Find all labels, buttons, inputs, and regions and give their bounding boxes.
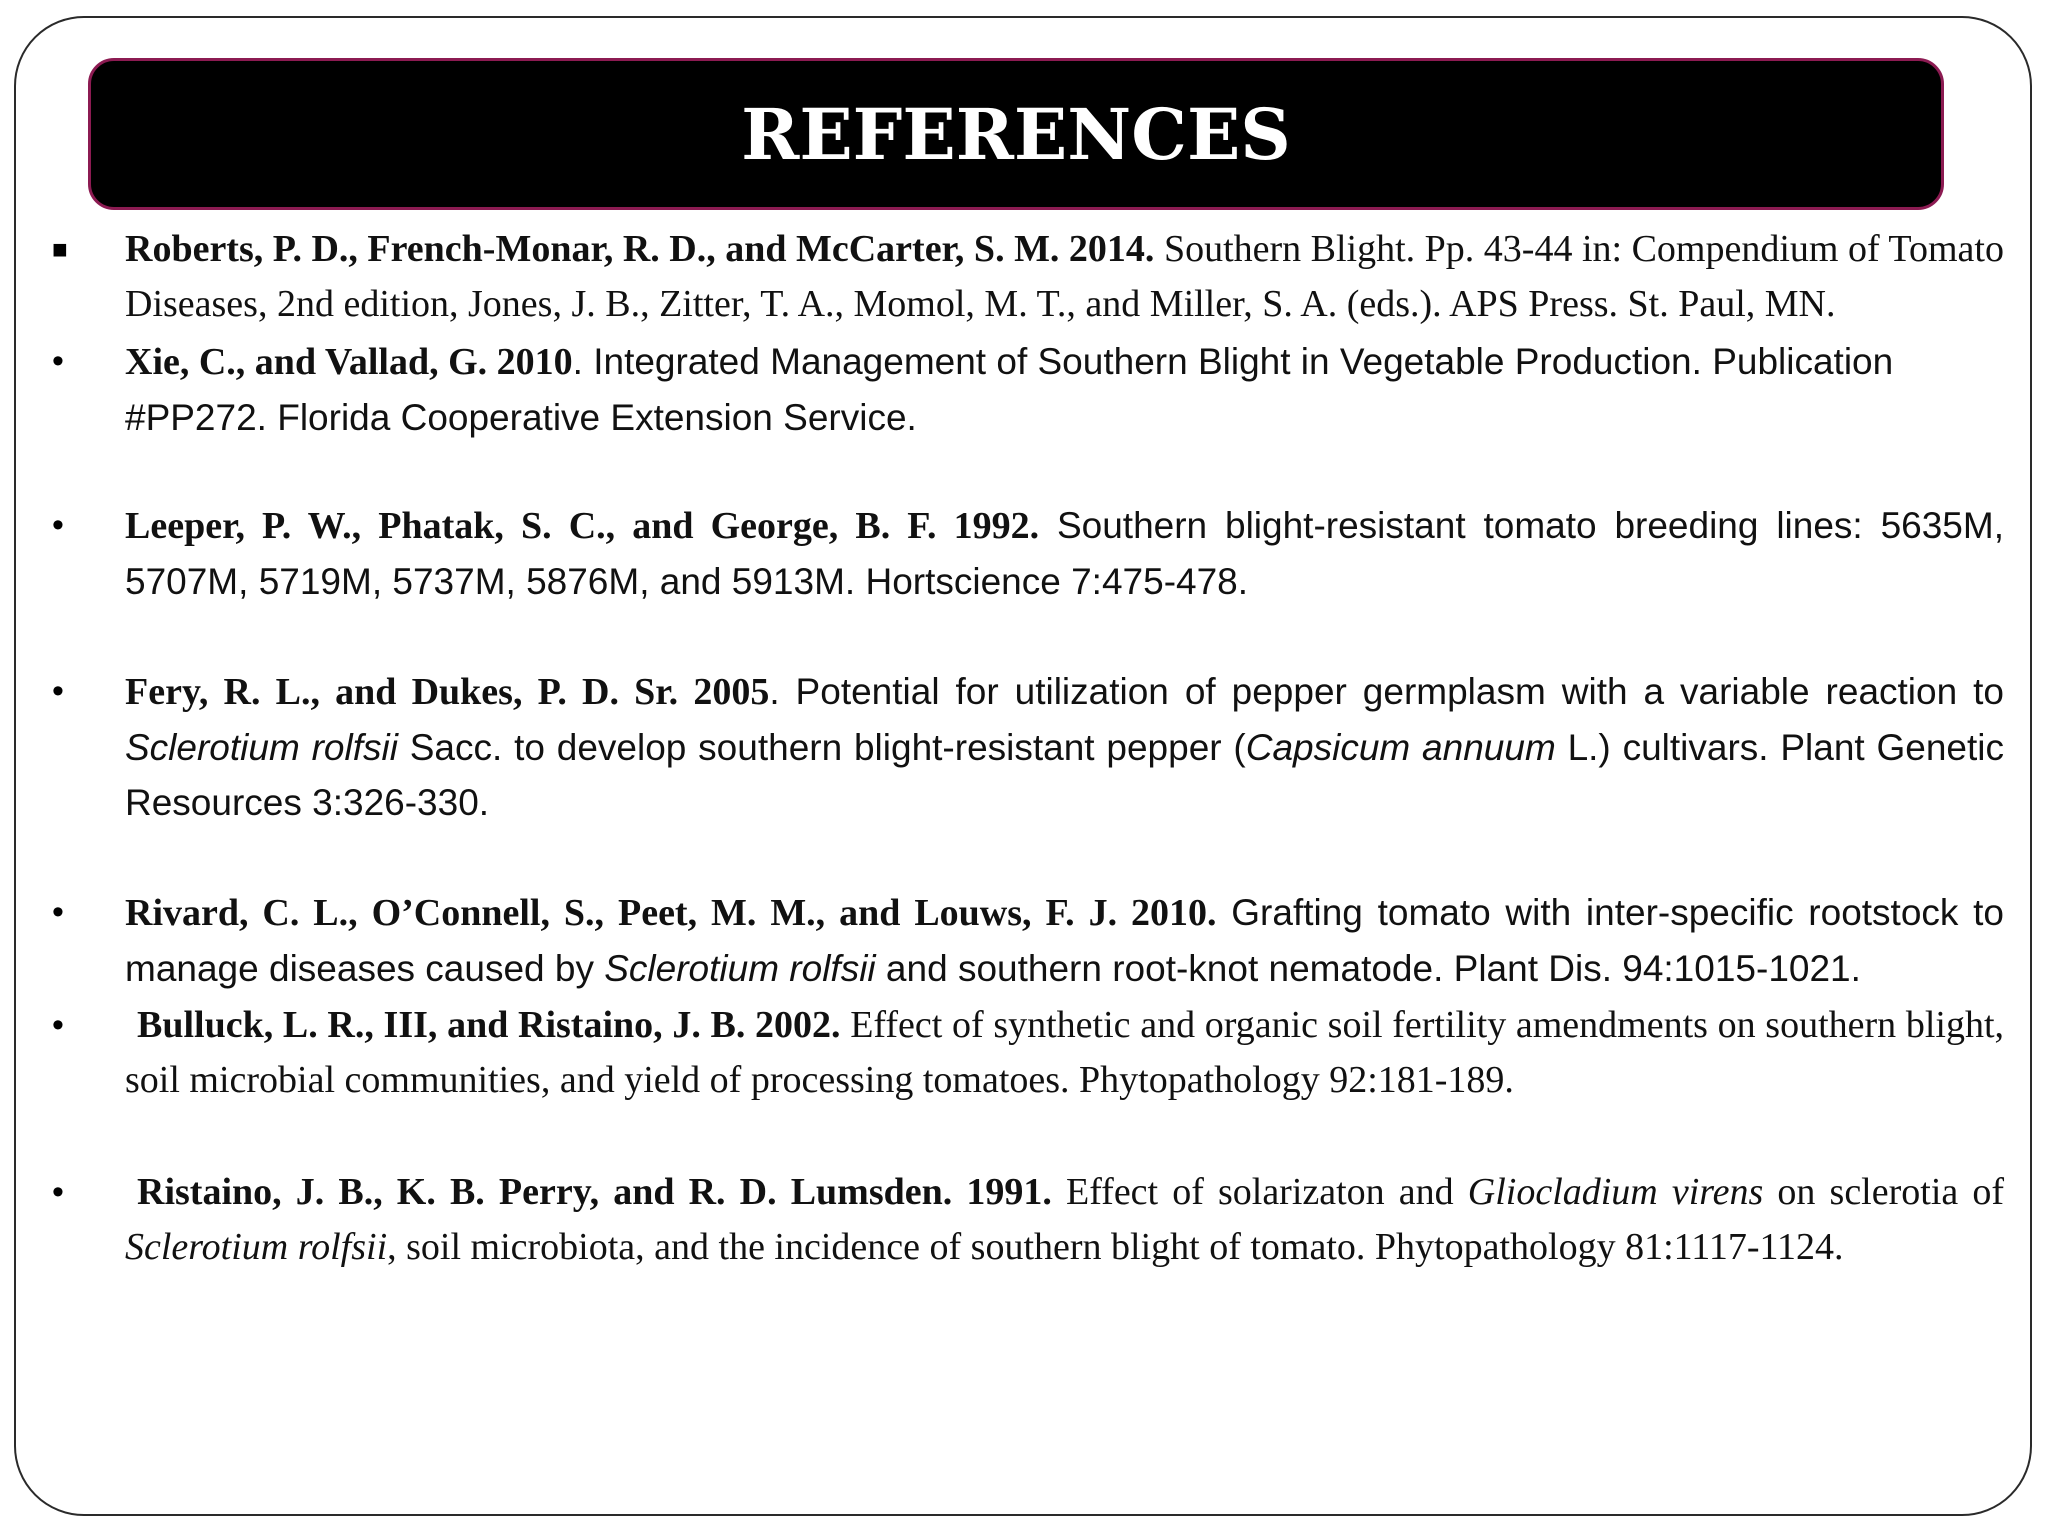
reference-item-xie-2010	[52, 334, 2004, 445]
page-title: REFERENCES	[741, 92, 1291, 176]
bullet-icon: •	[52, 672, 64, 710]
reference-authors: Leeper, P. W., Phatak, S. C., and George, B. F. 1992.	[125, 505, 1040, 547]
reference-item-rivard-2010	[52, 885, 2004, 996]
reference-body: L.) cultivars. Plant Genetic Resources 3:326-330.	[125, 727, 2005, 823]
bullet-icon: •	[52, 1006, 64, 1044]
reference-body: Southern Blight. Pp. 43-44 in: Compendium of Tomato Diseases, 2nd edition, Jones, J. B., Zitter, T. A., Momol, M. T., and Miller, S. A. (eds.). APS Press. St. Paul, MN.	[125, 228, 2004, 325]
reference-authors: Bulluck, L. R., III, and Ristaino, J. B. 2002.	[137, 1004, 841, 1046]
reference-authors: Rivard, C. L., O’Connell, S., Peet, M. M., and Louws, F. J. 2010.	[125, 892, 1217, 934]
reference-body: . Potential for utilization of pepper germplasm with a variable reaction to	[769, 671, 2004, 712]
bullet-icon: •	[52, 893, 64, 931]
species-name: Sclerotium rolfsii	[604, 948, 876, 989]
bullet-icon: •	[52, 1173, 64, 1211]
reference-authors: Fery, R. L., and Dukes, P. D. Sr. 2005	[125, 671, 770, 713]
reference-body: and southern root-knot nematode. Plant Dis. 94:1015-1021.	[875, 948, 1861, 989]
reference-item-ristaino-1991	[52, 1165, 2004, 1275]
species-name: Gliocladium virens	[1467, 1171, 1764, 1213]
species-name: Capsicum annuum	[1245, 727, 1556, 768]
reference-item-fery-2005	[52, 664, 2004, 830]
reference-body: Sacc. to develop southern blight-resistant pepper (	[397, 727, 1246, 768]
references-list	[52, 222, 2004, 1275]
square-bullet-icon: ■	[52, 234, 68, 264]
reference-item-bulluck-2002	[52, 998, 2004, 1108]
reference-body: Grafting tomato with inter-specific rootstock to manage diseases caused by	[125, 892, 2004, 989]
bullet-icon: •	[52, 506, 64, 544]
reference-body: Effect of solarizaton and	[1051, 1171, 1468, 1213]
reference-body: . Integrated Management of Southern Blight in Vegetable Production. Publication #PP272. Florida Cooperative Extension Service.	[125, 341, 1894, 438]
reference-item-leeper-1992	[52, 498, 2004, 609]
reference-body: , soil microbiota, and the incidence of southern blight of tomato. Phytopathology 81:1117-1124.	[387, 1226, 1844, 1268]
bullet-icon: •	[52, 342, 64, 380]
reference-authors: Ristaino, J. B., K. B. Perry, and R. D. Lumsden. 1991.	[137, 1171, 1052, 1213]
reference-authors: Xie, C., and Vallad, G. 2010	[125, 341, 573, 383]
reference-authors: Roberts, P. D., French-Monar, R. D., and McCarter, S. M. 2014.	[125, 228, 1155, 270]
species-name: Sclerotium rolfsii	[125, 1226, 388, 1268]
species-name: Sclerotium rolfsii	[125, 727, 398, 768]
reference-item-roberts-2014	[52, 222, 2004, 332]
reference-body: on sclerotia of	[1763, 1171, 2004, 1213]
title-bar	[88, 58, 1944, 210]
reference-body: Effect of synthetic and organic soil fertility amendments on southern blight, soil microbial communities, and yield of processing tomatoes. Phytopathology 92:181-189.	[125, 1004, 2005, 1101]
reference-body: Southern blight-resistant tomato breeding lines: 5635M, 5707M, 5719M, 5737M, 5876M, and 5913M. Hortscience 7:475-478.	[125, 505, 2004, 602]
